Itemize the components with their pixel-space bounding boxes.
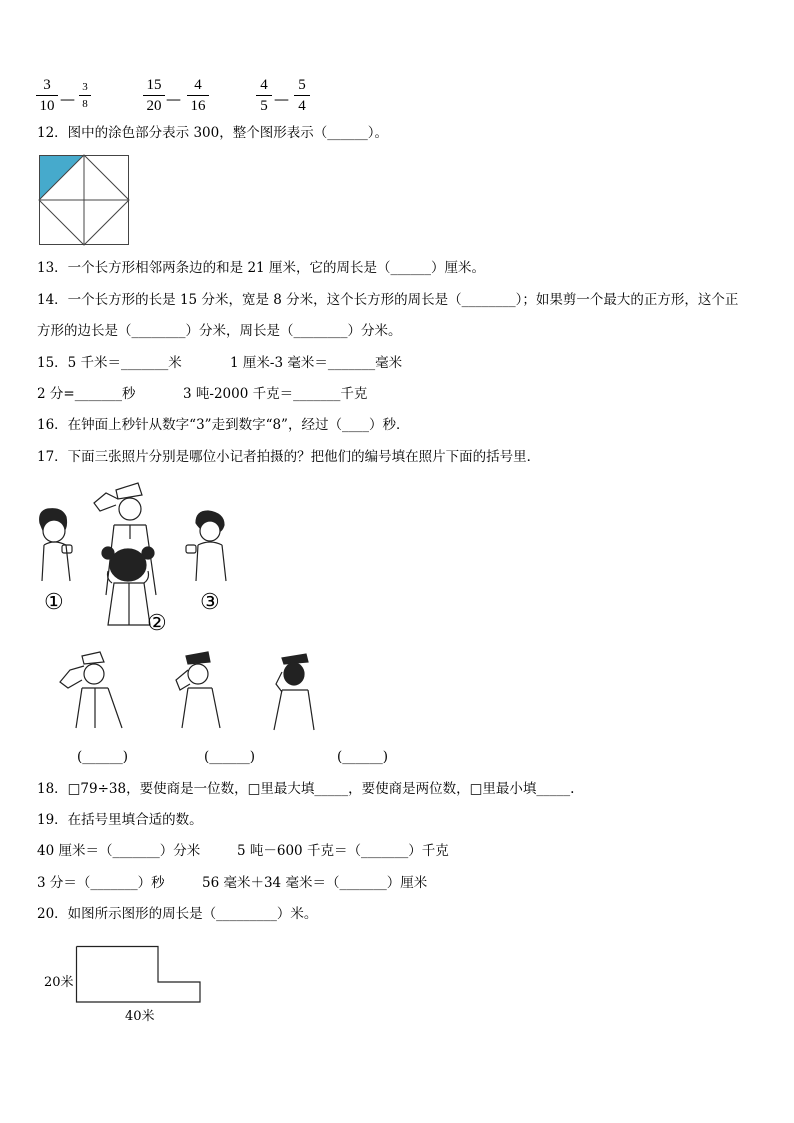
compare-blank[interactable]: — [274,90,289,108]
fraction [294,76,310,115]
question-17: 17．下面三张照片分别是哪位小记者拍摄的？把他们的编号填在照片下面的括号里． [37,449,541,465]
question-15-part-c: 2 分=_______秒 [37,386,136,402]
q12-square-figure [39,155,129,245]
denominator: 8 [82,98,88,110]
kid-reporter-1 [40,509,72,581]
question-19-title: 19．在括号里填合适的数。 [37,812,203,828]
numerator: 15 [146,77,162,93]
kid-reporter-3 [186,511,226,581]
fraction [256,76,272,115]
soldier-photo-1 [42,648,132,730]
question-15-part-d: 3 吨-2000 千克＝_______千克 [183,386,368,402]
label-width: 40米 [125,1009,155,1024]
question-19-part-a: 40 厘米＝（_______）分米 [37,843,201,859]
numerator: 3 [82,81,88,93]
question-15-part-a: 15．5 千米＝_______米 [37,355,182,371]
question-14-line-1: 14．一个长方形的长是 15 分米，宽是 8 分米，这个长方形的周长是（________）；如果剪一个最大的正方形，这个正 [37,292,739,308]
label-circle-3: ③ [200,590,220,615]
numerator: 4 [194,77,202,93]
answer-blank-photo-2[interactable]: (______) [204,749,256,765]
answer-blank-photo-1[interactable]: (______) [77,749,129,765]
q20-shape-figure [76,946,202,1004]
question-12: 12．图中的涂色部分表示 300，整个图形表示（______）。 [37,125,388,141]
numerator: 5 [298,77,306,93]
answer-blank-photo-3[interactable]: (______) [337,749,389,765]
soldier-photo-2 [170,650,230,730]
question-19-part-c: 3 分＝（_______）秒 [37,875,165,891]
compare-blank[interactable]: — [60,90,75,108]
question-19-part-b: 5 吨－600 千克＝（_______）千克 [237,843,449,859]
soldier-photo-3 [268,650,328,732]
question-18: 18．□79÷38，要使商是一位数，□里最大填_____，要使商是两位数，□里最小填_____. [37,781,575,797]
fraction [143,76,165,115]
label-height: 20米 [44,975,74,990]
numerator: 3 [43,77,51,93]
question-16: 16．在钟面上秒针从数字“3”走到数字“8”，经过（____）秒． [37,417,410,433]
label-circle-2: ② [147,611,167,636]
denominator: 4 [298,98,306,114]
question-15-part-b: 1 厘米-3 毫米＝_______毫米 [230,355,403,371]
compare-blank[interactable]: — [166,90,181,108]
question-14-line-2: 方形的边长是（________）分米，周长是（________）分米。 [37,323,402,339]
denominator: 10 [39,98,55,114]
fraction [36,76,58,115]
label-circle-1: ① [44,590,64,615]
question-19-part-d: 56 毫米＋34 毫米＝（_______）厘米 [202,875,428,891]
denominator: 20 [146,98,162,114]
fraction [79,80,91,111]
denominator: 16 [190,98,206,114]
question-20: 20．如图所示图形的周长是（_________）米。 [37,906,318,922]
fraction [187,76,209,115]
numerator: 4 [260,77,268,93]
question-13: 13．一个长方形相邻两条边的和是 21 厘米，它的周长是（______）厘米。 [37,260,485,276]
denominator: 5 [260,98,268,114]
